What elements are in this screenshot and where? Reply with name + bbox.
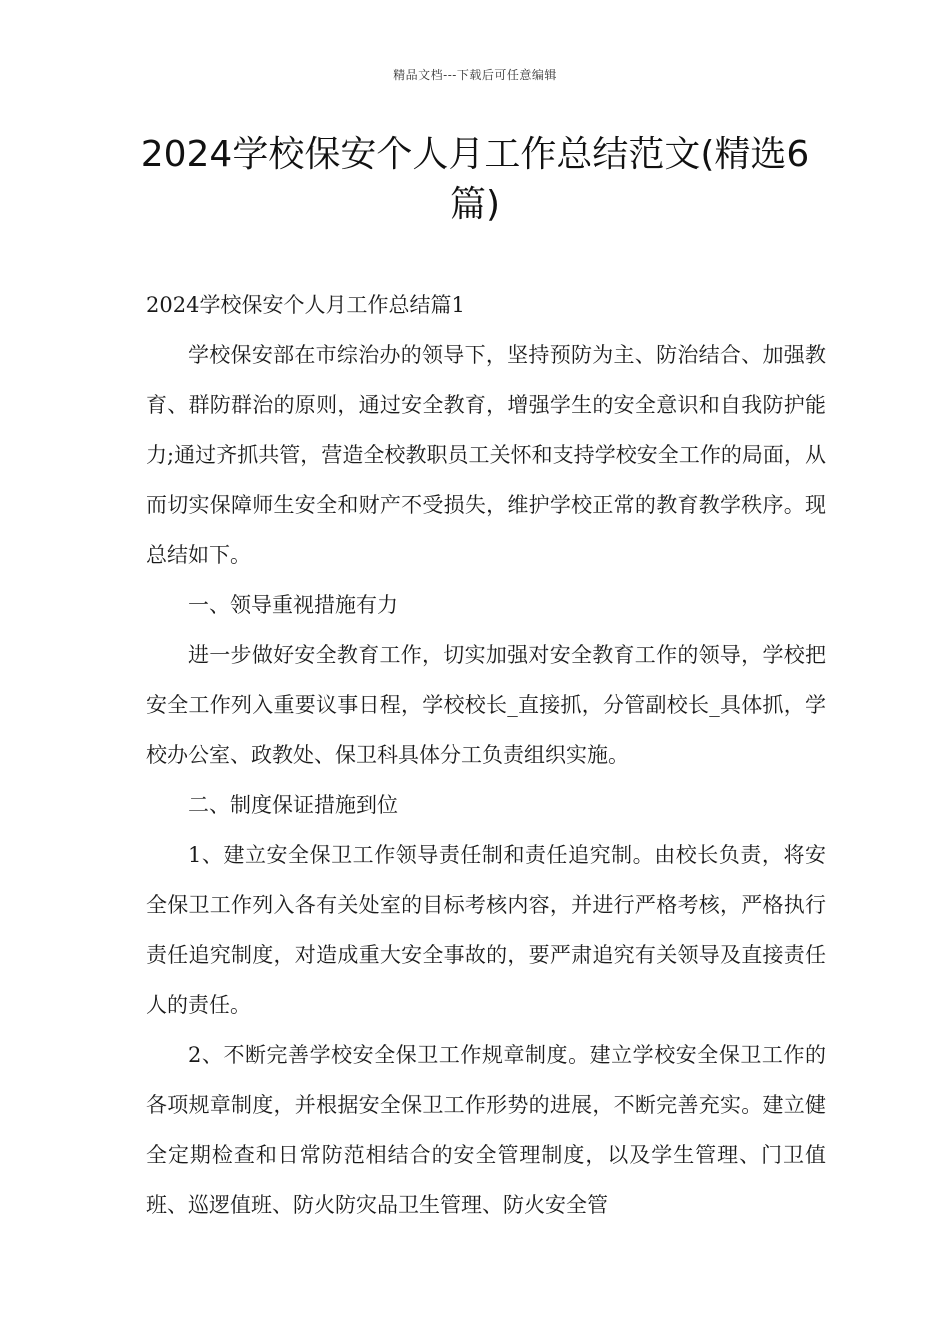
paragraph-leadership: 进一步做好安全教育工作，切实加强对安全教育工作的领导，学校把安全工作列入重要议事日程，学校校长_直接抓，分管副校长_具体抓，学校办公室、政教处、保卫科具体分工负责组织实施。 [146,643,826,767]
header-note: 精品文档---下载后可任意编辑 [393,68,557,82]
paragraph-system-2: 2、不断完善学校安全保卫工作规章制度。建立学校安全保卫工作的各项规章制度，并根据安全保卫工作形势的进展，不断完善充实。建立健全定期检查和日常防范相结合的安全管理制度，以及学生管理、门卫值班、巡逻值班、防火防灾品卫生管理、防火安全管 [146,1043,826,1217]
document-title: 2024学校保安个人月工作总结范文(精选6篇) [140,134,810,225]
document-body [146,280,826,1230]
heading-leadership: 一、领导重视措施有力 [188,593,398,617]
section-title: 2024学校保安个人月工作总结篇1 [146,293,465,317]
paragraph-system-1: 1、建立安全保卫工作领导责任制和责任追究制。由校长负责，将安全保卫工作列入各有关处室的目标考核内容，并进行严格考核，严格执行责任追究制度，对造成重大安全事故的，要严肃追究有关领导及直接责任人的责任。 [146,843,826,1017]
heading-system: 二、制度保证措施到位 [188,793,398,817]
paragraph-intro: 学校保安部在市综治办的领导下，坚持预防为主、防治结合、加强教育、群防群治的原则，通过安全教育，增强学生的安全意识和自我防护能力;通过齐抓共管，营造全校教职员工关怀和支持学校安全工作的局面，从而切实保障师生安全和财产不受损失，维护学校正常的教育教学秩序。现总结如下。 [146,343,826,567]
